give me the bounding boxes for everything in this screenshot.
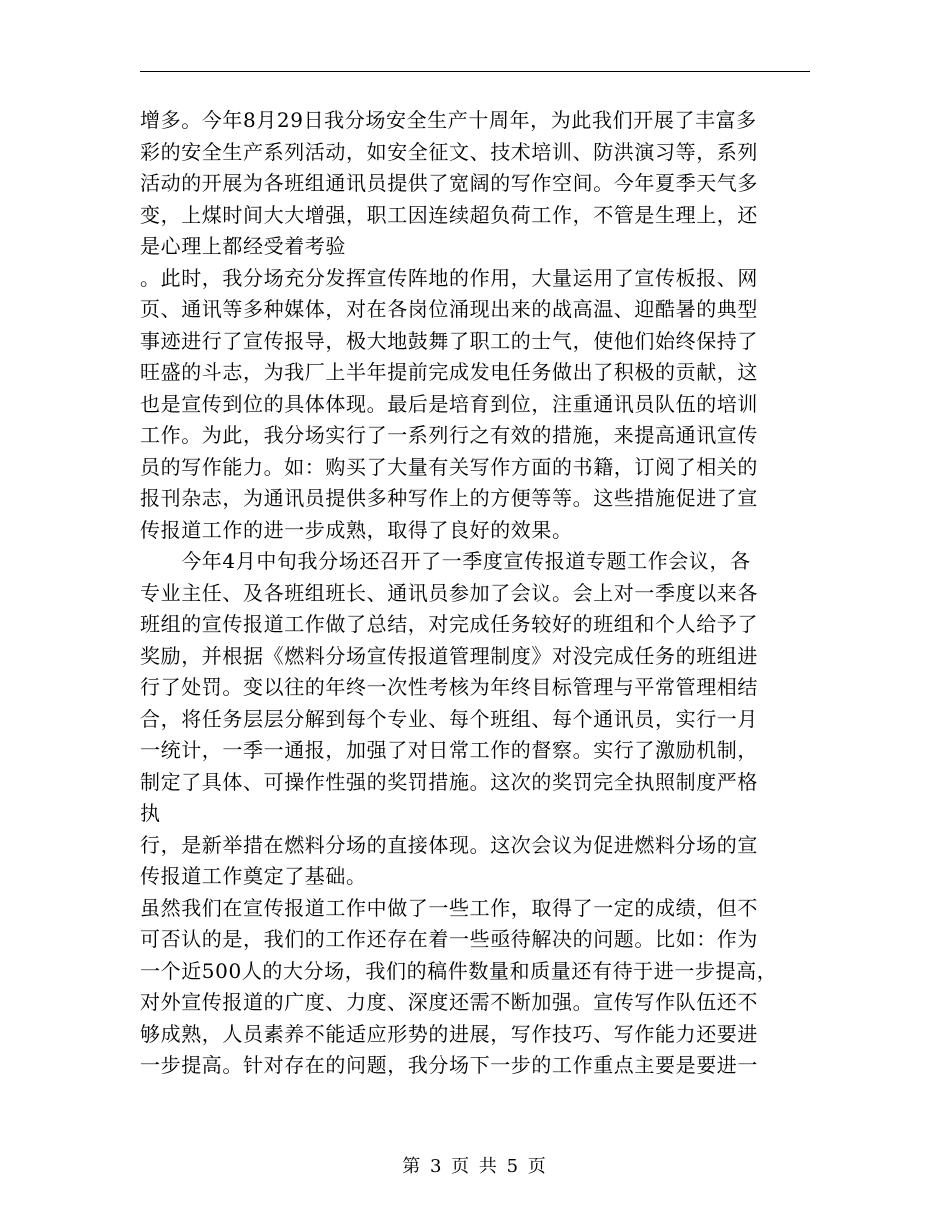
text-line: 够成熟，人员素养不能适应形势的进展，写作技巧、写作能力还要进: [140, 1021, 758, 1046]
text-line: 彩的安全生产系列活动，如安全征文、技术培训、防洪演习等，系列: [140, 139, 758, 164]
text-line: 执: [140, 801, 161, 825]
text-line: 一步提高。针对存在的问题，我分场下一步的工作重点主要是要进一: [140, 1053, 758, 1077]
text-line: 专业主任、及各班组班长、通讯员参加了会议。会上对一季度以来各: [140, 580, 758, 605]
text-line: 对外宣传报道的广度、力度、深度还需不断加强。宣传写作队伍还不: [140, 990, 758, 1014]
text-line: 行了处罚。变以往的年终一次性考核为年终目标管理与平常管理相结: [140, 675, 758, 699]
text-line: 活动的开展为各班组通讯员提供了宽阔的写作空间。今年夏季天气多: [140, 171, 758, 195]
text-line: 可否认的是，我们的工作还存在着一些亟待解决的问题。比如：作为: [140, 927, 758, 951]
text-line: 页、通讯等多种媒体，对在各岗位涌现出来的战高温、迎酷暑的典型: [140, 297, 758, 321]
text-line: 一个近500人的大分场，我们的稿件数量和质量还有待于进一步提高，: [140, 958, 778, 983]
text-line: 变，上煤时间大大增强，职工因连续超负荷工作，不管是生理上，还: [140, 202, 758, 227]
text-line: 合，将任务层层分解到每个专业、每个班组、每个通讯员，实行一月: [140, 706, 758, 731]
text-line: 传报道工作奠定了基础。: [140, 864, 367, 888]
text-line: 行，是新举措在燃料分场的直接体现。这次会议为促进燃料分场的宣: [140, 832, 758, 857]
text-line: 也是宣传到位的具体体现。最后是培育到位，注重通讯员队伍的培训: [140, 391, 758, 416]
text-line: 是心理上都经受着考验: [140, 234, 346, 258]
text-line: 今年4月中旬我分场还召开了一季度宣传报道专题工作会议，各: [140, 549, 751, 573]
text-line: 。此时，我分场充分发挥宣传阵地的作用，大量运用了宣传板报、网: [140, 265, 758, 290]
header-rule: [140, 71, 810, 72]
text-line: 传报道工作的进一步成熟，取得了良好的效果。: [140, 517, 573, 542]
text-line: 一统计，一季一通报，加强了对日常工作的督察。实行了激励机制，: [140, 738, 758, 762]
text-line: 工作。为此，我分场实行了一系列行之有效的措施，来提高通讯宣传: [140, 423, 758, 447]
text-line: 事迹进行了宣传报导，极大地鼓舞了职工的士气，使他们始终保持了: [140, 328, 758, 353]
text-line: 旺盛的斗志，为我厂上半年提前完成发电任务做出了积极的贡献，这: [140, 360, 758, 384]
text-line: 班组的宣传报道工作做了总结，对完成任务较好的班组和个人给予了: [140, 612, 758, 636]
text-line: 增多。今年8月29日我分场安全生产十周年，为此我们开展了丰富多: [140, 108, 757, 132]
text-line: 员的写作能力。如：购买了大量有关写作方面的书籍，订阅了相关的: [140, 454, 758, 479]
text-line: 奖励，并根据《燃料分场宣传报道管理制度》对没完成任务的班组进: [140, 643, 758, 668]
text-line: 虽然我们在宣传报道工作中做了一些工作，取得了一定的成绩，但不: [140, 895, 758, 920]
text-line: 报刊杂志，为通讯员提供多种写作上的方便等等。这些措施促进了宣: [140, 486, 758, 510]
text-line: 制定了具体、可操作性强的奖罚措施。这次的奖罚完全执照制度严格: [140, 769, 758, 794]
document-body: [140, 105, 812, 1082]
page-number-footer: 第 3 页 共 5 页: [402, 1156, 548, 1177]
